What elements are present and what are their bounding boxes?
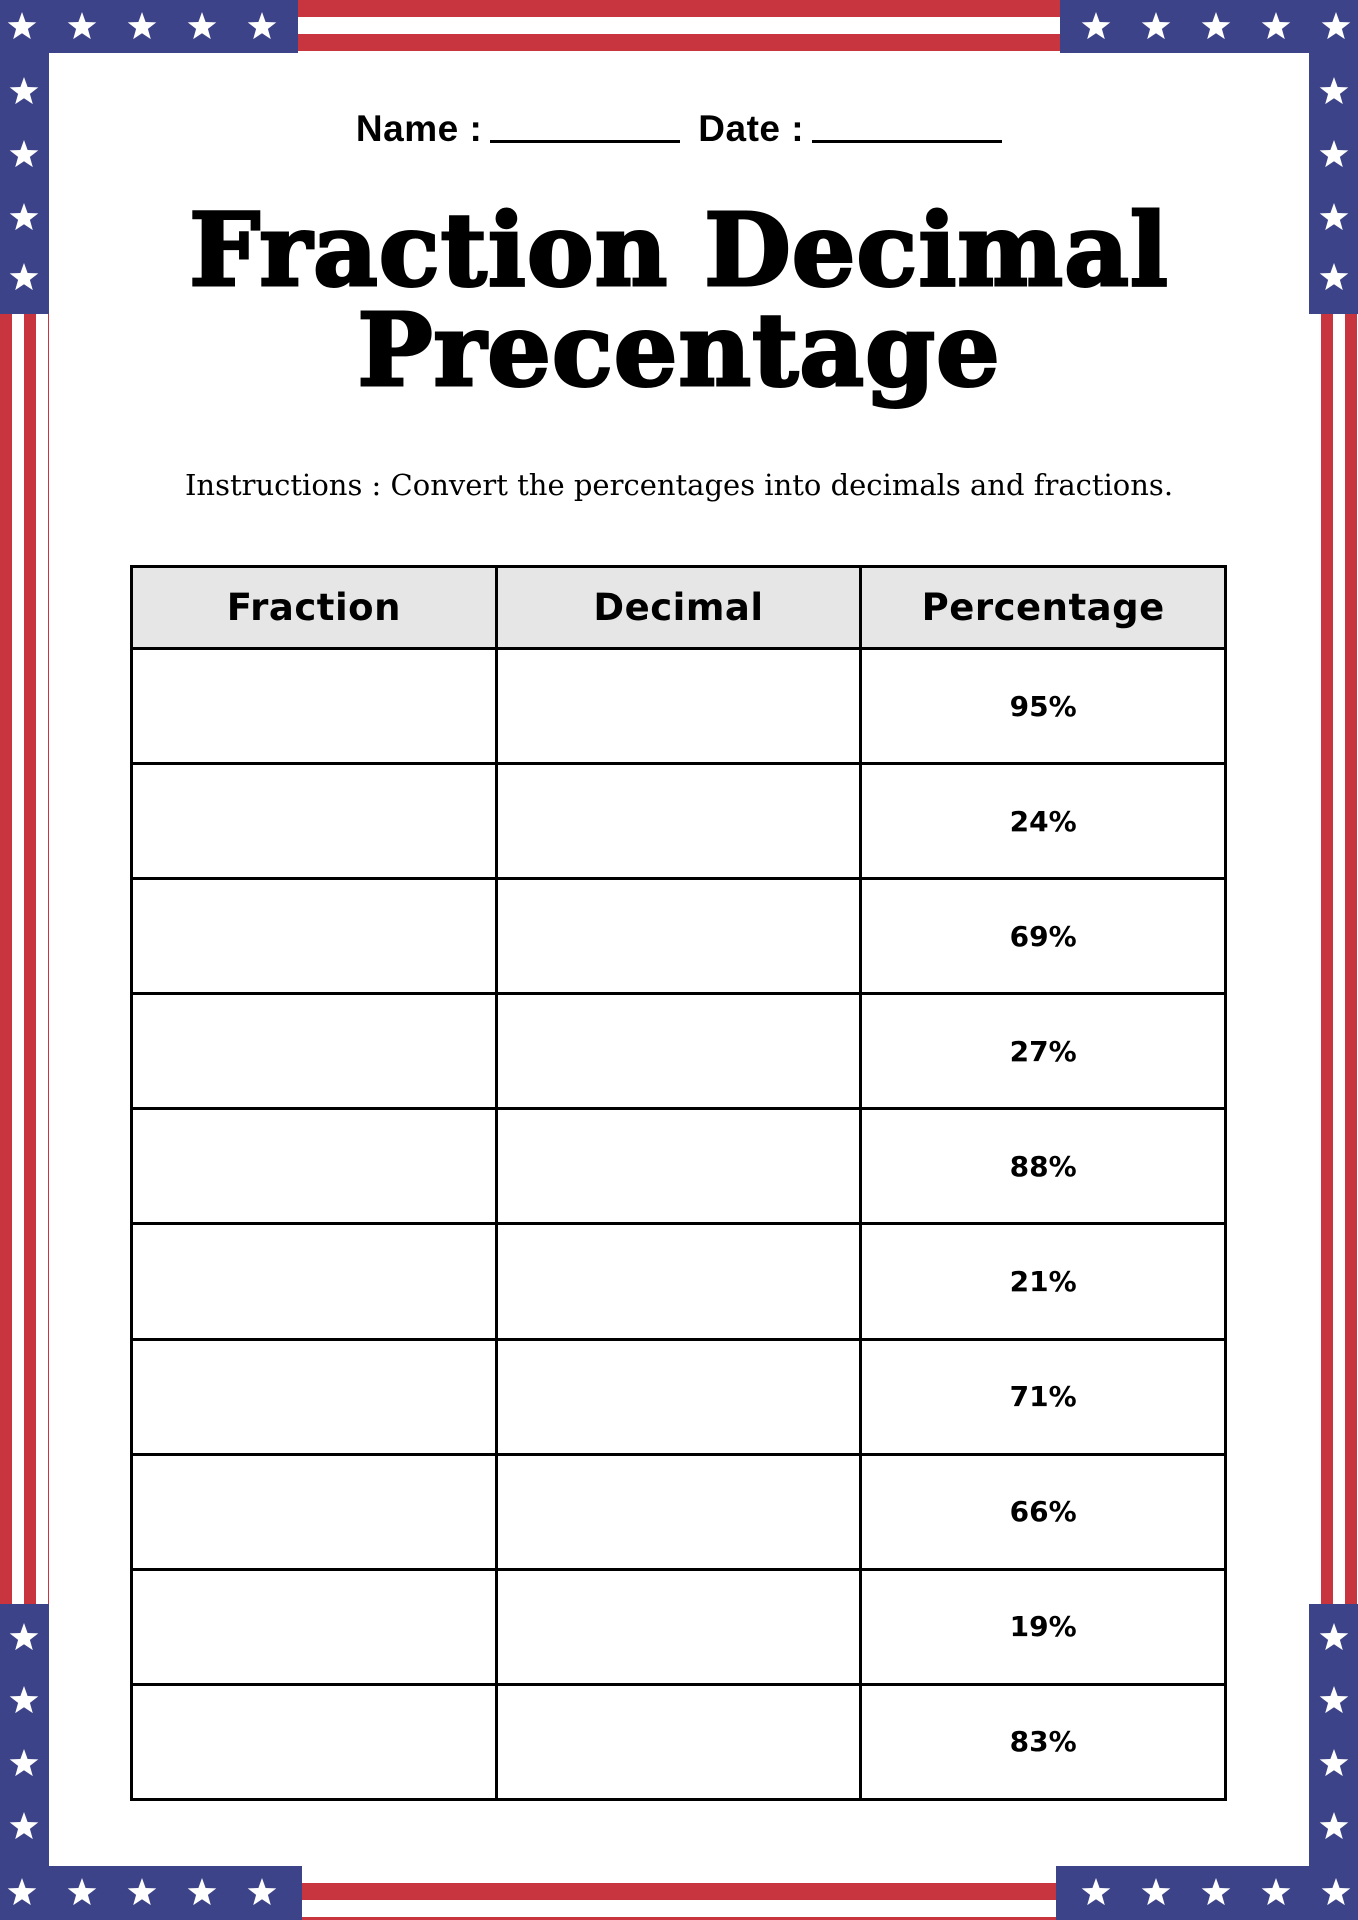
table-row bbox=[132, 764, 1226, 879]
table-row bbox=[132, 1339, 1226, 1454]
table-row bbox=[132, 1224, 1226, 1339]
title-line-2: Precentage bbox=[357, 291, 1001, 409]
fraction-answer-cell[interactable] bbox=[132, 1109, 497, 1224]
table-row bbox=[132, 879, 1226, 994]
top-stripe-band bbox=[298, 0, 1060, 53]
fraction-answer-cell[interactable] bbox=[132, 1454, 497, 1569]
date-blank-line[interactable] bbox=[812, 140, 1002, 143]
decimal-answer-cell[interactable] bbox=[496, 1684, 861, 1799]
star-icon bbox=[188, 1878, 217, 1905]
column-header-fraction: Fraction bbox=[132, 567, 497, 649]
table-row bbox=[132, 1454, 1226, 1569]
star-icon bbox=[1142, 1878, 1171, 1905]
bottom-left-star-block bbox=[0, 1866, 302, 1920]
fraction-answer-cell[interactable] bbox=[132, 994, 497, 1109]
bottom-right-star-block bbox=[1056, 1866, 1358, 1920]
worksheet-table bbox=[130, 565, 1227, 1801]
percentage-cell: 83% bbox=[861, 1684, 1226, 1799]
star-icon bbox=[1082, 1878, 1111, 1905]
percentage-cell: 21% bbox=[861, 1224, 1226, 1339]
bottom-right-star-column bbox=[1309, 1604, 1358, 1866]
star-icon bbox=[10, 77, 39, 104]
star-icon bbox=[10, 1686, 39, 1713]
star-icon bbox=[1322, 12, 1351, 39]
name-date-row bbox=[0, 108, 1358, 150]
top-right-star-block bbox=[1060, 0, 1358, 53]
percentage-cell: 27% bbox=[861, 994, 1226, 1109]
left-stripe-band bbox=[0, 314, 49, 1604]
percentage-cell: 88% bbox=[861, 1109, 1226, 1224]
percentage-cell: 69% bbox=[861, 879, 1226, 994]
star-icon bbox=[8, 12, 37, 39]
star-icon bbox=[128, 1878, 157, 1905]
star-icon bbox=[1320, 77, 1349, 104]
top-left-star-block bbox=[0, 0, 298, 53]
star-icon bbox=[1320, 1749, 1349, 1776]
name-label: Name : bbox=[355, 108, 483, 149]
decimal-answer-cell[interactable] bbox=[496, 994, 861, 1109]
column-header-percentage: Percentage bbox=[861, 567, 1226, 649]
star-icon bbox=[1262, 12, 1291, 39]
star-icon bbox=[1320, 1623, 1349, 1650]
star-icon bbox=[1322, 1878, 1351, 1905]
table-row bbox=[132, 1569, 1226, 1684]
bottom-left-star-column bbox=[0, 1604, 49, 1866]
star-icon bbox=[188, 12, 217, 39]
page-title bbox=[0, 191, 1358, 409]
table-row bbox=[132, 1109, 1226, 1224]
decimal-answer-cell[interactable] bbox=[496, 649, 861, 764]
percentage-cell: 24% bbox=[861, 764, 1226, 879]
star-icon bbox=[68, 12, 97, 39]
table-header-row bbox=[132, 567, 1226, 649]
decimal-answer-cell[interactable] bbox=[496, 1224, 861, 1339]
table-row bbox=[132, 994, 1226, 1109]
fraction-answer-cell[interactable] bbox=[132, 764, 497, 879]
decimal-answer-cell[interactable] bbox=[496, 1339, 861, 1454]
fraction-answer-cell[interactable] bbox=[132, 879, 497, 994]
decimal-answer-cell[interactable] bbox=[496, 1454, 861, 1569]
date-label: Date : bbox=[698, 108, 805, 149]
decimal-answer-cell[interactable] bbox=[496, 764, 861, 879]
fraction-answer-cell[interactable] bbox=[132, 1569, 497, 1684]
percentage-cell: 95% bbox=[861, 649, 1226, 764]
star-icon bbox=[1202, 1878, 1231, 1905]
title-line-1: Fraction Decimal bbox=[189, 191, 1169, 309]
bottom-stripe-band bbox=[302, 1866, 1056, 1920]
star-icon bbox=[10, 1623, 39, 1650]
percentage-cell: 66% bbox=[861, 1454, 1226, 1569]
right-stripe-band bbox=[1309, 314, 1358, 1604]
percentage-cell: 19% bbox=[861, 1569, 1226, 1684]
star-icon bbox=[248, 12, 277, 39]
star-icon bbox=[1262, 1878, 1291, 1905]
star-icon bbox=[8, 1878, 37, 1905]
fraction-answer-cell[interactable] bbox=[132, 1339, 497, 1454]
name-blank-line[interactable] bbox=[490, 140, 680, 143]
table-row bbox=[132, 1684, 1226, 1799]
star-icon bbox=[1142, 12, 1171, 39]
star-icon bbox=[10, 1812, 39, 1839]
star-icon bbox=[68, 1878, 97, 1905]
table-row bbox=[132, 649, 1226, 764]
star-icon bbox=[1202, 12, 1231, 39]
star-icon bbox=[248, 1878, 277, 1905]
decimal-answer-cell[interactable] bbox=[496, 879, 861, 994]
fraction-answer-cell[interactable] bbox=[132, 1684, 497, 1799]
star-icon bbox=[10, 1749, 39, 1776]
decimal-answer-cell[interactable] bbox=[496, 1569, 861, 1684]
column-header-decimal: Decimal bbox=[496, 567, 861, 649]
fraction-answer-cell[interactable] bbox=[132, 1224, 497, 1339]
star-icon bbox=[1082, 12, 1111, 39]
star-icon bbox=[128, 12, 157, 39]
instructions-text: Instructions : Convert the percentages into decimals and fractions. bbox=[184, 468, 1174, 502]
fraction-answer-cell[interactable] bbox=[132, 649, 497, 764]
decimal-answer-cell[interactable] bbox=[496, 1109, 861, 1224]
star-icon bbox=[1320, 1686, 1349, 1713]
percentage-cell: 71% bbox=[861, 1339, 1226, 1454]
star-icon bbox=[1320, 1812, 1349, 1839]
